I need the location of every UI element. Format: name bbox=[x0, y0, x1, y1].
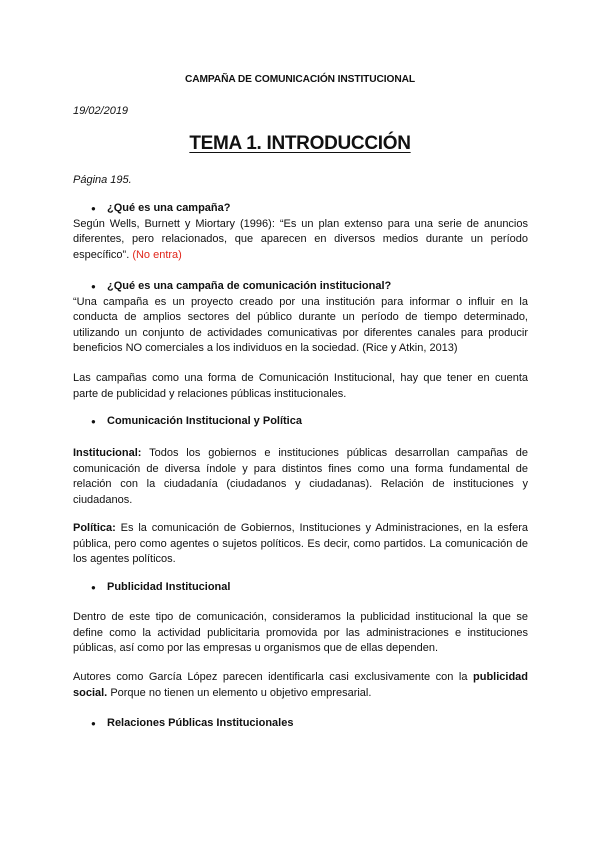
term-label: Política: bbox=[73, 522, 116, 534]
section-institutional-advertising bbox=[73, 580, 528, 596]
body-paragraph: Las campañas como una forma de Comunicación Institucional, hay que tener en cuenta parte de publicidad y relaciones públicas institucionales. bbox=[73, 372, 528, 400]
note-not-included: (No entra) bbox=[132, 248, 182, 261]
section-heading: ● Publicidad Institucional bbox=[73, 580, 528, 596]
paragraph-advertising-definition bbox=[73, 610, 528, 657]
page-title: TEMA 1. INTRODUCCIÓN bbox=[189, 133, 411, 154]
emphasis-term: publicidad social. bbox=[73, 671, 528, 699]
page-reference: Página 195. bbox=[73, 174, 132, 186]
section-heading: ● ¿Qué es una campaña de comunicación institucional? bbox=[73, 279, 528, 295]
document-header: CAMPAÑA DE COMUNICACIÓN INSTITUCIONAL bbox=[184, 74, 416, 85]
paragraph-garcia-lopez bbox=[73, 670, 528, 701]
document-date: 19/02/2019 bbox=[73, 105, 129, 117]
section-paragraph: “Una campaña es un proyecto creado por una institución para informar o influir en la conducta de amplios sectores del público durante un período de tiempo determinado, utilizando un conjunto de actividades comunicativas por diferentes canales para producir beneficios NO comerciales a los individuos en la sociedad. (Rice y Atkin, 2013) bbox=[73, 295, 528, 354]
term-definition: Es la comunicación de Gobiernos, Instituciones y Administraciones, en la esfera pública, pero como agentes o sujetos políticos. Es decir, como partidos. La comunicación de los agentes políticos. bbox=[73, 522, 528, 565]
paragraph-political bbox=[73, 521, 528, 568]
section-heading: ● Relaciones Públicas Institucionales bbox=[73, 716, 528, 732]
section-institutional-pr bbox=[73, 716, 528, 732]
paragraph-campaigns bbox=[73, 371, 528, 402]
paragraph-institutional bbox=[73, 446, 528, 508]
body-text: Autores como García López parecen identificarla casi exclusivamente con la bbox=[73, 671, 468, 683]
term-label: Institucional: bbox=[73, 447, 142, 459]
section-heading: ● Comunicación Institucional y Política bbox=[73, 414, 528, 430]
body-text: Porque no tienen un elemento u objetivo empresarial. bbox=[110, 686, 372, 699]
body-paragraph: Dentro de este tipo de comunicación, consideramos la publicidad institucional la que se define como la actividad publicitaria promovida por las administraciones e instituciones públicas, así como por las empresas u organismos que de ellas dependen. bbox=[73, 611, 528, 654]
section-institutional-political bbox=[73, 414, 528, 430]
term-definition: Todos los gobiernos e instituciones públicas desarrollan campañas de comunicación de diversa índole y para distintos fines como una forma fundamental de relación con la ciudadanía (ciudadanos y ciudadanas). Relación de instituciones y ciudadanos. bbox=[73, 447, 529, 506]
section-what-is-campaign bbox=[73, 201, 528, 263]
section-institutional-campaign bbox=[73, 279, 528, 357]
section-heading: ● ¿Qué es una campaña? bbox=[73, 201, 528, 217]
section-paragraph bbox=[73, 217, 528, 264]
definition-text: Según Wells, Burnett y Miortary (1996): “Es un plan extenso para una serie de anuncios diferentes, pero relacionados, que aparecen en diversos medios durante un período específico”. bbox=[73, 217, 528, 261]
